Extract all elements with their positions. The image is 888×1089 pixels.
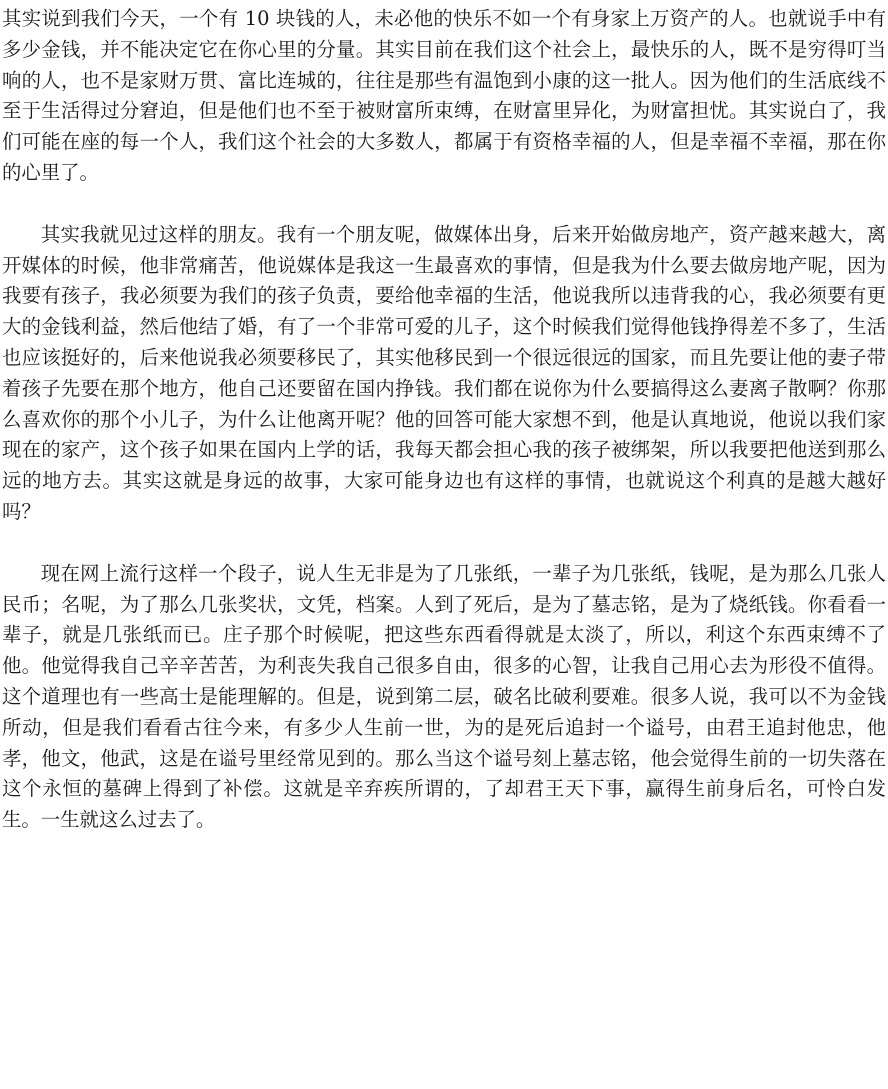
paragraph-3: 现在网上流行这样一个段子，说人生无非是为了几张纸，一辈子为几张纸，钱呢，是为那么几张人民币；名呢，为了那么几张奖状，文凭，档案。人到了死后，是为了墓志铭，是为了烧纸钱。你看看一辈子，就是几张纸而已。庄子那个时候呢，把这些东西看得就是太淡了，所以，利这个东西束缚不了他。他觉得我自己辛辛苦苦，为利丧失我自己很多自由，很多的心智，让我自己用心去为形役不值得。这个道理也有一些高士是能理解的。但是，说到第二层，破名比破利要难。很多人说，我可以不为金钱所动，但是我们看看古往今来，有多少人生前一世，为的是死后追封一个谥号，由君王追封他忠，他孝，他文，他武，这是在谥号里经常见到的。那么当这个谥号刻上墓志铭，他会觉得生前的一切失落在这个永恒的墓碑上得到了补偿。这就是辛弃疾所谓的，了却君王天下事，赢得生前身后名，可怜白发生。一生就这么过去了。 bbox=[2, 561, 886, 832]
paragraph-1: 其实说到我们今天，一个有 10 块钱的人，未必他的快乐不如一个有身家上万资产的人。也就说手中有多少金钱，并不能决定它在你心里的分量。其实目前在我们这个社会上，最快乐的人，既不是穷得叮当响的人，也不是家财万贯、富比连城的，往往是那些有温饱到小康的这一批人。因为他们的生活底线不至于生活得过分窘迫，但是他们也不至于被财富所束缚，在财富里异化，为财富担忧。其实说白了，我们可能在座的每一个人，我们这个社会的大多数人，都属于有资格幸福的人，但是幸福不幸福，那在你的心里了。 bbox=[2, 7, 886, 184]
paragraph-2: 其实我就见过这样的朋友。我有一个朋友呢，做媒体出身，后来开始做房地产，资产越来越大，离开媒体的时候，他非常痛苦，他说媒体是我这一生最喜欢的事情，但是我为什么要去做房地产呢，因为我要有孩子，我必须要为我们的孩子负责，要给他幸福的生活，他说我所以违背我的心，我必须要有更大的金钱利益，然后他结了婚，有了一个非常可爱的儿子，这个时候我们觉得他钱挣得差不多了，生活也应该挺好的，后来他说我必须要移民了，其实他移民到一个很远很远的国家，而且先要让他的妻子带着孩子先要在那个地方，他自己还要留在国内挣钱。我们都在说你为什么要搞得这么妻离子散啊？你那么喜欢你的那个小儿子，为什么让他离开呢？他的回答可能大家想不到，他是认真地说，他说以我们家现在的家产，这个孩子如果在国内上学的话，我每天都会担心我的孩子被绑架，所以我要把他送到那么远的地方去。其实这就是身远的故事，大家可能身边也有这样的事情，也就说这个利真的是越大越好吗？ bbox=[2, 222, 886, 523]
